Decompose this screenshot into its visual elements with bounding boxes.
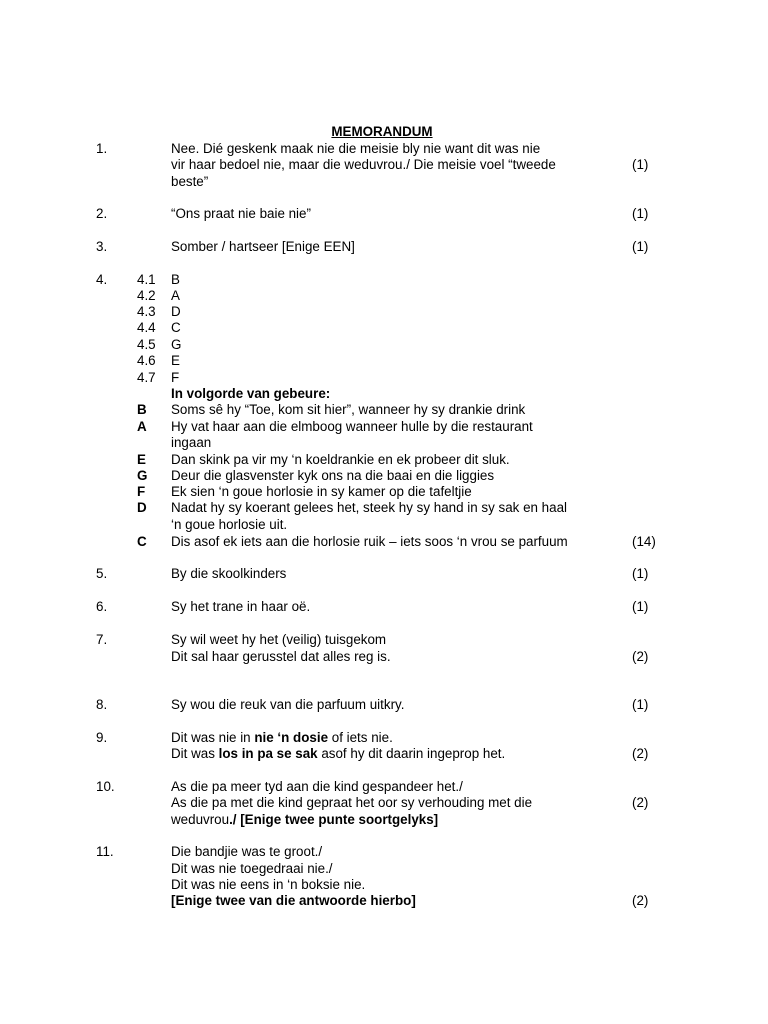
sub-question-number: 4.1 <box>137 272 156 287</box>
order-letter: E <box>137 452 146 467</box>
answer-text: Die bandjie was te groot./ <box>171 844 323 859</box>
answer-text: “Ons praat nie baie nie” <box>171 206 311 221</box>
order-text: Hy vat haar aan die elmboog wanneer hulle by die restaurant <box>171 419 533 434</box>
sub-question-number: 4.4 <box>137 320 156 335</box>
mark-allocation: (1) <box>632 566 649 581</box>
answer-text: By die skoolkinders <box>171 566 287 581</box>
answer-text: vir haar bedoel nie, maar die weduvrou./ Die meisie voel “tweede <box>171 157 556 172</box>
sub-answer: G <box>171 337 182 352</box>
order-text: Deur die glasvenster kyk ons na die baai en die liggies <box>171 468 495 483</box>
answer-text: Sy het trane in haar oë. <box>171 599 311 614</box>
answer-text: Dit was nie toegedraai nie./ <box>171 861 333 876</box>
order-text: Ek sien ‘n goue horlosie in sy kamer op die tafeltjie <box>171 484 472 499</box>
question-number: 2. <box>96 206 108 221</box>
marking-note: [Enige twee van die antwoorde hierbo] <box>171 893 416 908</box>
order-text: Nadat hy sy koerant gelees het, steek hy sy hand in sy sak en haal <box>171 500 567 515</box>
question-number: 10. <box>96 779 115 794</box>
answer-text-part: asof hy dit daarin ingeprop het. <box>317 746 506 761</box>
mark-allocation: (2) <box>632 893 649 908</box>
answer-text-part: weduvrou <box>171 812 230 827</box>
sub-question-number: 4.3 <box>137 304 156 319</box>
question-number: 8. <box>96 697 108 712</box>
question-number: 1. <box>96 141 108 156</box>
answer-text <box>171 730 393 746</box>
sub-answer: E <box>171 353 180 368</box>
answer-keyword: nie ‘n dosie <box>254 730 329 745</box>
question-number: 3. <box>96 239 108 254</box>
page-title: MEMORANDUM <box>331 124 433 139</box>
answer-text-part: Dit was nie in <box>171 730 255 745</box>
order-text: Dan skink pa vir my ‘n koeldrankie en ek probeer dit sluk. <box>171 452 510 467</box>
mark-allocation: (2) <box>632 795 649 810</box>
sub-answer: B <box>171 272 180 287</box>
answer-text: As die pa meer tyd aan die kind gespandeer het./ <box>171 779 463 794</box>
question-number: 9. <box>96 730 108 745</box>
order-heading: In volgorde van gebeure: <box>171 386 331 401</box>
answer-text: Sy wil weet hy het (veilig) tuisgekom <box>171 632 387 647</box>
mark-allocation: (2) <box>632 649 649 664</box>
sub-answer: D <box>171 304 181 319</box>
question-number: 5. <box>96 566 108 581</box>
sub-answer: F <box>171 370 180 385</box>
mark-allocation: (1) <box>632 239 649 254</box>
mark-allocation: (2) <box>632 746 649 761</box>
answer-text: beste” <box>171 174 209 189</box>
sub-question-number: 4.7 <box>137 370 156 385</box>
order-text: Soms sê hy “Toe, kom sit hier”, wanneer hy sy drankie drink <box>171 402 526 417</box>
sub-question-number: 4.2 <box>137 288 156 303</box>
order-text: Dis asof ek iets aan die horlosie ruik – iets soos ‘n vrou se parfuum <box>171 534 568 549</box>
answer-text: As die pa met die kind gepraat het oor sy verhouding met die <box>171 795 533 810</box>
answer-text: Somber / hartseer [Enige EEN] <box>171 239 355 254</box>
answer-text: Dit sal haar gerusstel dat alles reg is. <box>171 649 391 664</box>
mark-allocation: (1) <box>632 206 649 221</box>
sub-question-number: 4.5 <box>137 337 156 352</box>
answer-text-part: of iets nie. <box>328 730 393 745</box>
question-number: 11. <box>96 844 114 859</box>
answer-keyword: los in pa se sak <box>218 746 318 761</box>
mark-allocation: (1) <box>632 157 649 172</box>
answer-text: Sy wou die reuk van die parfuum uitkry. <box>171 697 405 712</box>
order-letter: G <box>137 468 148 483</box>
answer-text <box>171 812 438 828</box>
order-letter: F <box>137 484 146 499</box>
mark-allocation: (1) <box>632 599 649 614</box>
sub-question-number: 4.6 <box>137 353 156 368</box>
answer-text: Nee. Dié geskenk maak nie die meisie bly nie want dit was nie <box>171 141 541 156</box>
question-number: 4. <box>96 272 108 287</box>
answer-text: Dit was nie eens in ‘n boksie nie. <box>171 877 366 892</box>
sub-answer: A <box>171 288 180 303</box>
answer-text <box>171 746 505 762</box>
order-letter: D <box>137 500 147 515</box>
sub-answer: C <box>171 320 181 335</box>
question-number: 7. <box>96 632 108 647</box>
order-letter: B <box>137 402 147 417</box>
marking-note: ./ [Enige twee punte soortgelyks] <box>229 812 439 827</box>
order-text: ingaan <box>171 435 212 450</box>
question-number: 6. <box>96 599 108 614</box>
order-letter: A <box>137 419 147 434</box>
order-letter: C <box>137 534 147 549</box>
order-text: ‘n goue horlosie uit. <box>171 517 288 532</box>
mark-allocation: (14) <box>632 534 656 549</box>
answer-text-part: Dit was <box>171 746 219 761</box>
mark-allocation: (1) <box>632 697 649 712</box>
